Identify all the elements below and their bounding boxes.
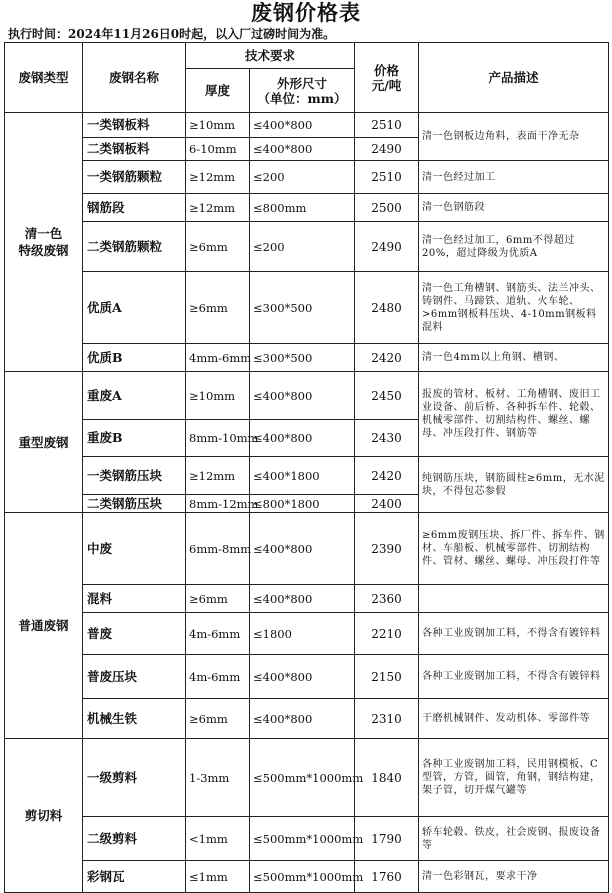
- price-value: 2150: [355, 655, 419, 699]
- size-value: ≤400*800: [250, 138, 355, 161]
- header-name: 废钢名称: [83, 43, 186, 113]
- size-value: ≤800mm: [250, 194, 355, 222]
- header-price-line2: 元/吨: [371, 77, 402, 93]
- category-label: 普通废钢: [18, 618, 69, 633]
- scrap-name: 普废压块: [83, 655, 186, 699]
- table-row: [5, 861, 609, 893]
- description: 报废的管材、板材、工角槽钢、废旧工业设备、前后桥、各种拆车件、轮毂、机械零部件、切割结构件、螺丝、螺母、冲压段打件、钢筋等: [419, 372, 609, 457]
- thickness-value: 4m-6mm: [186, 613, 250, 655]
- table-row: [5, 222, 609, 272]
- header-size: [250, 69, 355, 113]
- scrap-name: 重废B: [83, 420, 186, 457]
- category-label: 特级废钢: [18, 243, 69, 258]
- scrap-name: 二类钢筋颗粒: [83, 222, 186, 272]
- size-value: ≤400*800: [250, 655, 355, 699]
- price-value: 2500: [355, 194, 419, 222]
- description: 纯钢筋压块，钢筋圆柱≥6mm，无水泥块，不得包芯参假: [419, 457, 609, 513]
- thickness-value: ≥6mm: [186, 699, 250, 739]
- size-value: ≤400*800: [250, 372, 355, 420]
- price-value: 2480: [355, 272, 419, 344]
- description: 清一色钢筋段: [419, 194, 609, 222]
- thickness-value: ≥12mm: [186, 194, 250, 222]
- header-price-line1: 价格: [374, 62, 400, 78]
- category-cell: [5, 113, 83, 372]
- size-value: ≤400*800: [250, 113, 355, 138]
- description: 清一色工角槽钢、钢筋头、法兰冲头、铸钢件、马蹄铁、道轨、火车轮、>6mm钢板料压块、4-10mm钢板料混料: [419, 272, 609, 344]
- thickness-value: ≤1mm: [186, 861, 250, 893]
- description: 清一色4mm以上角钢、槽钢、: [419, 344, 609, 372]
- description: 清一色钢板边角料，表面干净无杂: [419, 113, 609, 161]
- page-title: 废钢价格表: [251, 0, 361, 25]
- header-price: [355, 43, 419, 113]
- thickness-value: ≥12mm: [186, 457, 250, 495]
- scrap-name: 重废A: [83, 372, 186, 420]
- table-row: [5, 817, 609, 861]
- thickness-value: <1mm: [186, 817, 250, 861]
- thickness-value: 1-3mm: [186, 739, 250, 817]
- header-size-line2: （单位：mm）: [257, 90, 347, 106]
- size-value: ≤300*500: [250, 344, 355, 372]
- description: 各种工业废钢加工料，不得含有镀锌料: [419, 655, 609, 699]
- size-value: ≤400*1800: [250, 457, 355, 495]
- scrap-name: 中废: [83, 513, 186, 585]
- table-row: [5, 344, 609, 372]
- price-table: [4, 42, 609, 893]
- thickness-value: ≥10mm: [186, 113, 250, 138]
- thickness-value: ≥6mm: [186, 272, 250, 344]
- table-row: [5, 585, 609, 613]
- price-value: 2360: [355, 585, 419, 613]
- price-value: 2450: [355, 372, 419, 420]
- table-row: [5, 739, 609, 817]
- table-row: [5, 372, 609, 420]
- price-value: 2490: [355, 222, 419, 272]
- thickness-value: ≥10mm: [186, 372, 250, 420]
- price-value: 2210: [355, 613, 419, 655]
- price-value: 2510: [355, 113, 419, 138]
- description: ≥6mm废钢压块、拆厂件、拆车件、钢材、车船板、机械零部件、切割结构件、管材、螺丝、螺母、冲压段打件等: [419, 513, 609, 585]
- scrap-name: 二类钢筋压块: [83, 495, 186, 513]
- thickness-value: 4m-6mm: [186, 655, 250, 699]
- category-label: 重型废钢: [18, 434, 69, 450]
- price-value: 1840: [355, 739, 419, 817]
- size-value: ≤400*800: [250, 513, 355, 585]
- effective-time-note: 执行时间：2024年11月26日0时起，以入厂过磅时间为准。: [8, 27, 336, 41]
- table-row: [5, 613, 609, 655]
- table-row: [5, 699, 609, 739]
- size-value: ≤200: [250, 222, 355, 272]
- scrap-name: 二级剪料: [83, 817, 186, 861]
- description: 干磨机械钢件、发动机体、零部件等: [419, 699, 609, 739]
- size-value: ≤800*1800: [250, 495, 355, 513]
- header-description: 产品描述: [419, 43, 609, 113]
- price-value: 2430: [355, 420, 419, 457]
- price-value: 2310: [355, 699, 419, 739]
- category-cell: [5, 739, 83, 893]
- table-row: [5, 272, 609, 344]
- price-value: 2510: [355, 161, 419, 194]
- size-value: ≤300*500: [250, 272, 355, 344]
- description: 清一色经过加工，6mm不得超过20%，超过降级为优质A: [419, 222, 609, 272]
- size-value: ≤400*800: [250, 420, 355, 457]
- header-size-line1: 外形尺寸: [277, 75, 328, 91]
- thickness-value: 8mm-10mm: [186, 420, 250, 457]
- category-cell: [5, 372, 83, 513]
- table-row: [5, 113, 609, 138]
- category-cell: [5, 513, 83, 739]
- table-row: [5, 161, 609, 194]
- price-value: 1790: [355, 817, 419, 861]
- price-value: 2420: [355, 457, 419, 495]
- scrap-name: 一类钢筋压块: [83, 457, 186, 495]
- description: 各种工业废钢加工料，民用钢模板、C型管，方管，圆管，角钢，钢结构建，架子管，切开煤气罐等: [419, 739, 609, 817]
- scrap-name: 一类钢板料: [83, 113, 186, 138]
- scrap-name: 优质B: [83, 344, 186, 372]
- size-value: ≤400*800: [250, 585, 355, 613]
- thickness-value: ≥12mm: [186, 161, 250, 194]
- size-value: ≤500mm*1000mm: [250, 817, 355, 861]
- size-value: ≤500mm*1000mm: [250, 861, 355, 893]
- scrap-name: 混料: [83, 585, 186, 613]
- price-value: 2420: [355, 344, 419, 372]
- table-row: [5, 194, 609, 222]
- table-row: [5, 655, 609, 699]
- category-label: 剪切料: [24, 808, 63, 823]
- size-value: ≤400*800: [250, 699, 355, 739]
- thickness-value: 6-10mm: [186, 138, 250, 161]
- thickness-value: ≥6mm: [186, 222, 250, 272]
- price-value: 1760: [355, 861, 419, 893]
- description: [419, 585, 609, 613]
- scrap-name: 一级剪料: [83, 739, 186, 817]
- description: 清一色经过加工: [419, 161, 609, 194]
- scrap-name: 一类钢筋颗粒: [83, 161, 186, 194]
- description: 清一色彩钢瓦，要求干净: [419, 861, 609, 893]
- description: 各种工业废钢加工料，不得含有镀锌料: [419, 613, 609, 655]
- scrap-name: 钢筋段: [83, 194, 186, 222]
- category-label: 清一色: [24, 226, 63, 241]
- table-row: [5, 513, 609, 585]
- scrap-name: 二类钢板料: [83, 138, 186, 161]
- table-row: [5, 457, 609, 495]
- thickness-value: ≥6mm: [186, 585, 250, 613]
- description: 轿车轮毂、铁皮，社会废钢、报废设备等: [419, 817, 609, 861]
- scrap-name: 优质A: [83, 272, 186, 344]
- header-tech-requirements: 技术要求: [186, 43, 355, 69]
- size-value: ≤200: [250, 161, 355, 194]
- thickness-value: 4mm-6mm: [186, 344, 250, 372]
- scrap-name: 普废: [83, 613, 186, 655]
- price-value: 2490: [355, 138, 419, 161]
- thickness-value: 8mm-12mm: [186, 495, 250, 513]
- size-value: ≤500mm*1000mm: [250, 739, 355, 817]
- header-type: 废钢类型: [5, 43, 83, 113]
- size-value: ≤1800: [250, 613, 355, 655]
- scrap-name: 机械生铁: [83, 699, 186, 739]
- price-value: 2390: [355, 513, 419, 585]
- thickness-value: 6mm-8mm: [186, 513, 250, 585]
- price-value: 2400: [355, 495, 419, 513]
- scrap-name: 彩钢瓦: [83, 861, 186, 893]
- header-thickness: 厚度: [186, 69, 250, 113]
